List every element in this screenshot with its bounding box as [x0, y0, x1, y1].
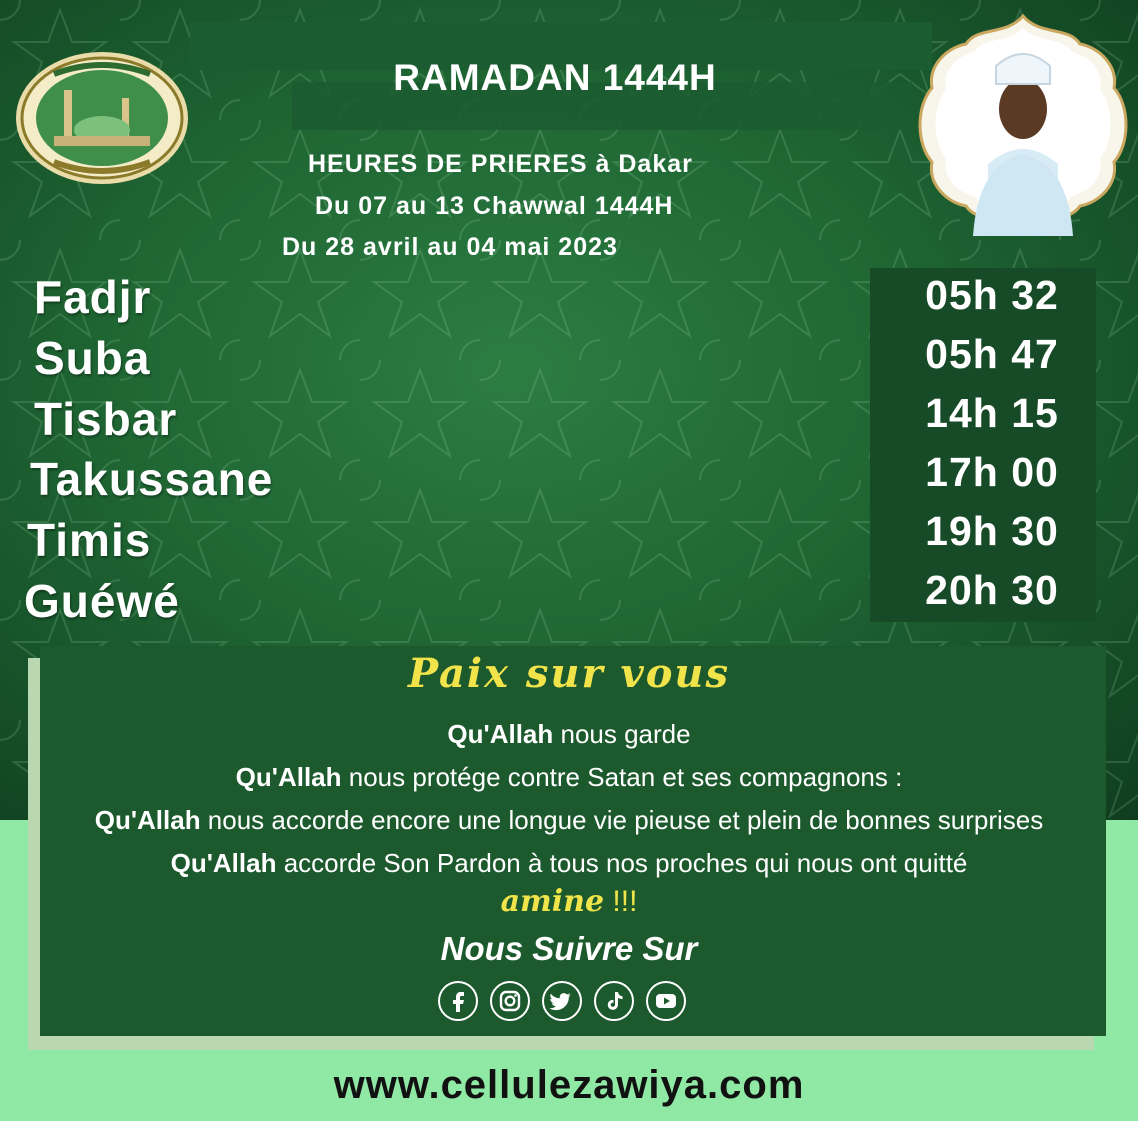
prayer-time-guewe: 20h 30: [925, 567, 1059, 613]
page-title: RAMADAN 1444H: [393, 57, 717, 98]
tiktok-icon[interactable]: [594, 981, 634, 1021]
message-line: [0, 762, 1138, 793]
portrait-frame: [918, 14, 1128, 236]
prayer-name-guewe: Guéwé: [24, 575, 180, 627]
prayer-name-suba: Suba: [34, 332, 151, 384]
youtube-icon[interactable]: [646, 981, 686, 1021]
message-line: [0, 805, 1138, 836]
prayer-name-timis: Timis: [27, 514, 152, 566]
prayer-time-timis: 19h 30: [925, 508, 1059, 554]
prayer-name-takussane: Takussane: [30, 453, 274, 505]
message-line: [0, 719, 1138, 750]
message-line-text: nous garde: [553, 719, 691, 749]
message-line-emphasis: Qu'Allah: [235, 762, 342, 792]
subtitle-prayer-times: HEURES DE PRIERES à Dakar: [308, 150, 693, 178]
instagram-icon[interactable]: [490, 981, 530, 1021]
message-line-text: nous accorde encore une longue vie pieuse et plein de bonnes surprises: [200, 805, 1044, 835]
subtitle-hijri-dates: Du 07 au 13 Chawwal 1444H: [315, 192, 674, 220]
message-box: [40, 646, 1106, 1036]
message-line-text: accorde Son Pardon à tous nos proches qui nous ont quitté: [276, 848, 968, 878]
prayer-name-fadjr: Fadjr: [34, 271, 152, 323]
prayer-time-takussane: 17h 00: [925, 449, 1059, 495]
prayer-name-tisbar: Tisbar: [34, 393, 178, 445]
amine-text: amine: [500, 884, 605, 919]
prayer-time-fadjr: 05h 32: [925, 272, 1059, 318]
prayer-time-tisbar: 14h 15: [925, 390, 1059, 436]
exclamation-text: !!!: [604, 885, 638, 918]
social-links: [438, 981, 684, 1021]
message-line-emphasis: Qu'Allah: [447, 719, 554, 749]
cellule-zawiya-logo: [14, 50, 190, 186]
twitter-icon[interactable]: [542, 981, 582, 1021]
message-line: [0, 848, 1138, 879]
subtitle-gregorian-dates: Du 28 avril au 04 mai 2023: [282, 233, 618, 261]
follow-us-label: Nous Suivre Sur: [440, 930, 698, 967]
website-url[interactable]: www.cellulezawiya.com: [333, 1063, 805, 1107]
message-line-emphasis: Qu'Allah: [170, 848, 277, 878]
prayer-time-suba: 05h 47: [925, 331, 1059, 377]
prayer-times-list: [870, 268, 1114, 622]
message-line-text: nous protége contre Satan et ses compagnons :: [341, 762, 903, 792]
message-title: Paix sur vous: [407, 650, 730, 697]
facebook-icon[interactable]: [438, 981, 478, 1021]
message-line-emphasis: Qu'Allah: [94, 805, 201, 835]
amine-line: [0, 884, 1138, 919]
